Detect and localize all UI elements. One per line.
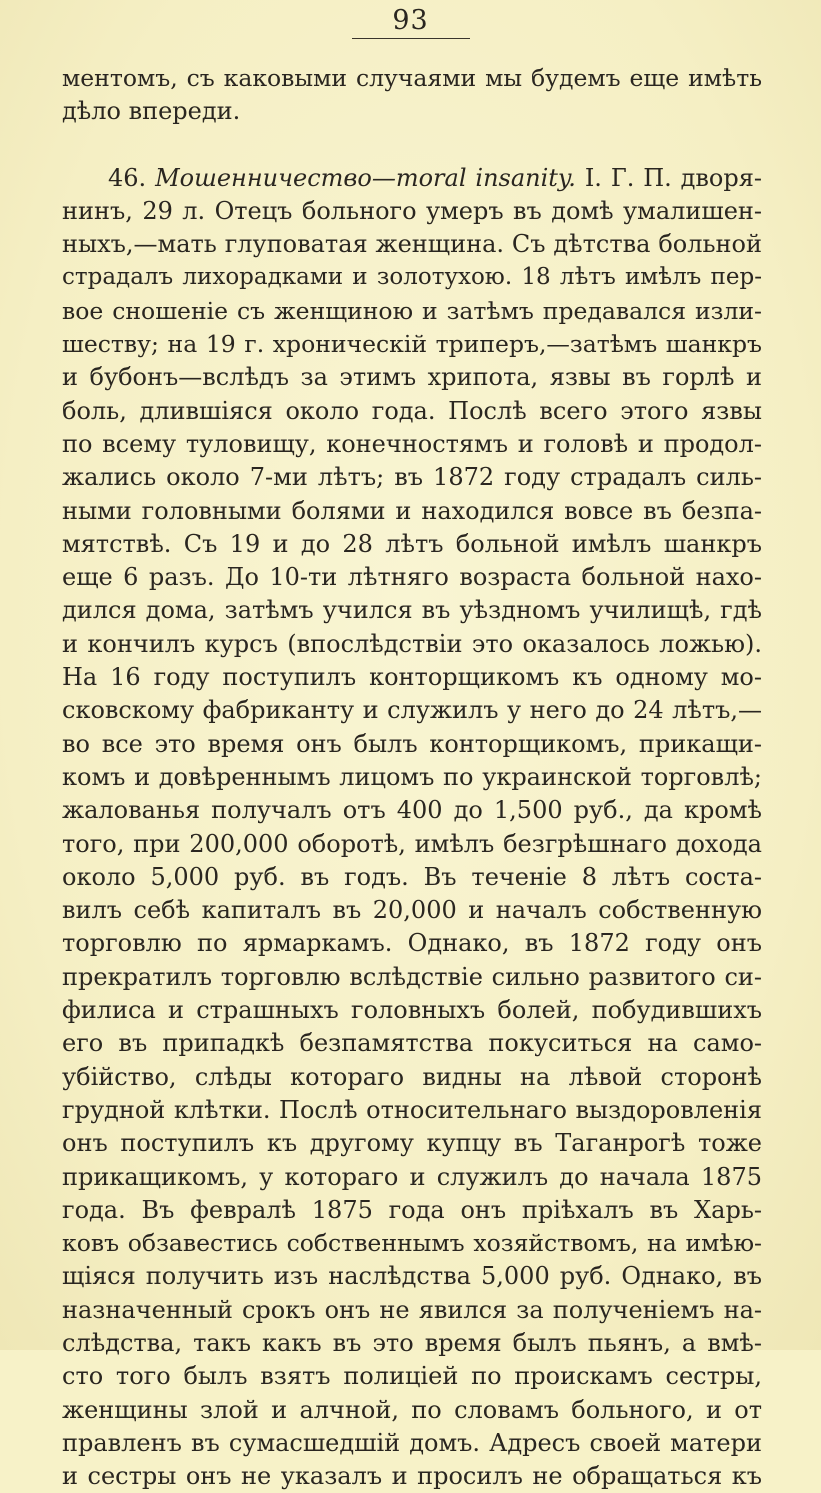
text-line: жалованья получалъ отъ 400 до 1,500 руб., да кромѣ <box>62 796 762 825</box>
text-line: ныхъ,—мать глуповатая женщина. Съ дѣтства больной <box>62 230 762 259</box>
text-line: комъ и довѣреннымъ лицомъ по украинской торговлѣ; <box>62 762 762 791</box>
text-line: грудной клѣтки. Послѣ относительнаго выздоровленія <box>62 1095 762 1124</box>
page-number-rule <box>352 38 470 39</box>
text-line: того, при 200,000 оборотѣ, имѣлъ безгрѣшнаго дохода <box>62 829 762 858</box>
case-body-lines <box>62 195 762 1493</box>
text-line: дѣло впереди. <box>62 97 241 126</box>
text-line: и кончилъ курсъ (впослѣдствіи это оказалось ложью). <box>62 629 762 658</box>
text-line: убійство, слѣды котораго видны на лѣвой сторонѣ <box>62 1062 762 1091</box>
text-line: ментомъ, съ каковыми случаями мы будемъ еще имѣть <box>62 64 762 92</box>
text-line: онъ поступилъ къ другому купцу въ Таганрогѣ тоже <box>62 1129 762 1158</box>
text-line: ковъ обзавестись собственнымъ хозяйствомъ, на имѣю- <box>62 1229 762 1258</box>
case-heading-rest: I. Г. П. дворя- <box>584 163 762 192</box>
page-number: 93 <box>392 5 429 36</box>
case-number: 46. <box>108 163 147 192</box>
text-line: дился дома, затѣмъ учился въ уѣздномъ училищѣ, гдѣ <box>62 596 762 625</box>
text-line: страдалъ лихорадками и золотухою. 18 лѣтъ имѣлъ пер- <box>62 264 762 291</box>
text-line: торговлю по ярмаркамъ. Однако, въ 1872 году онъ <box>62 929 762 958</box>
text-line: прекратилъ торговлю вслѣдствіе сильно развитого си- <box>62 962 762 991</box>
text-line: женщины злой и алчной, по словамъ больного, и от <box>62 1395 762 1424</box>
text-line: сковскому фабриканту и служилъ у него до 24 лѣтъ,— <box>62 696 762 725</box>
text-line: назначенный срокъ онъ не явился за полученіемъ на- <box>62 1295 762 1324</box>
text-line: во все это время онъ былъ конторщикомъ, прикащи- <box>62 729 762 758</box>
text-line: года. Въ февралѣ 1875 года онъ пріѣхалъ въ Харь- <box>62 1195 762 1224</box>
text-line: мятствѣ. Съ 19 и до 28 лѣтъ больной имѣлъ шанкръ <box>62 529 762 558</box>
text-line: и бубонъ—вслѣдъ за этимъ хрипота, язвы въ горлѣ и <box>62 363 762 392</box>
text-line: слѣдства, такъ какъ въ это время былъ пьянъ, а вмѣ- <box>62 1328 762 1357</box>
paragraph-continuation <box>62 62 762 129</box>
paragraph-gap <box>62 129 762 162</box>
text-line: по всему туловищу, конечностямъ и головѣ и продол- <box>62 429 762 458</box>
text-line: прикащикомъ, у котораго и служилъ до начала 1875 <box>62 1162 762 1191</box>
text-line: шеству; на 19 г. хроническій триперъ,—затѣмъ шанкръ <box>62 330 762 359</box>
case-heading-line <box>62 162 762 195</box>
text-line: и сестры онъ не указалъ и просилъ не обращаться къ <box>62 1462 762 1491</box>
text-line: вое сношеніе съ женщиною и затѣмъ предавался изли- <box>62 296 762 325</box>
text-line: правленъ въ сумасшедшій домъ. Адресъ своей матери <box>62 1428 762 1457</box>
text-line: щіяся получить изъ наслѣдства 5,000 руб. Однако, въ <box>62 1262 762 1291</box>
text-line: вилъ себѣ капиталъ въ 20,000 и началъ собственную <box>62 896 762 925</box>
text-line: сто того былъ взятъ полиціей по проискамъ сестры, <box>62 1362 762 1391</box>
text-line: около 5,000 руб. въ годъ. Въ теченіе 8 лѣтъ соста- <box>62 862 762 891</box>
text-line: жались около 7-ми лѣтъ; въ 1872 году страдалъ силь- <box>62 463 762 492</box>
paragraph-case-46 <box>62 162 762 1493</box>
text-line: нинъ, 29 л. Отецъ больного умеръ въ домѣ умалишен- <box>62 196 762 225</box>
text-line: ными головными болями и находился вовсе въ безпа- <box>62 496 762 525</box>
text-line: еще 6 разъ. До 10-ти лѣтняго возраста больной нахо- <box>62 563 762 592</box>
body-text <box>62 62 762 1493</box>
text-line: боль, длившіяся около года. Послѣ всего этого язвы <box>62 396 762 425</box>
case-title: Мошенничество—moral insanity. <box>155 163 576 192</box>
text-line: На 16 году поступилъ конторщикомъ къ одному мо- <box>62 663 762 692</box>
text-line: его въ припадкѣ безпамятства покуситься на само- <box>62 1029 762 1058</box>
text-line: филиса и страшныхъ головныхъ болей, побудившихъ <box>62 996 762 1025</box>
